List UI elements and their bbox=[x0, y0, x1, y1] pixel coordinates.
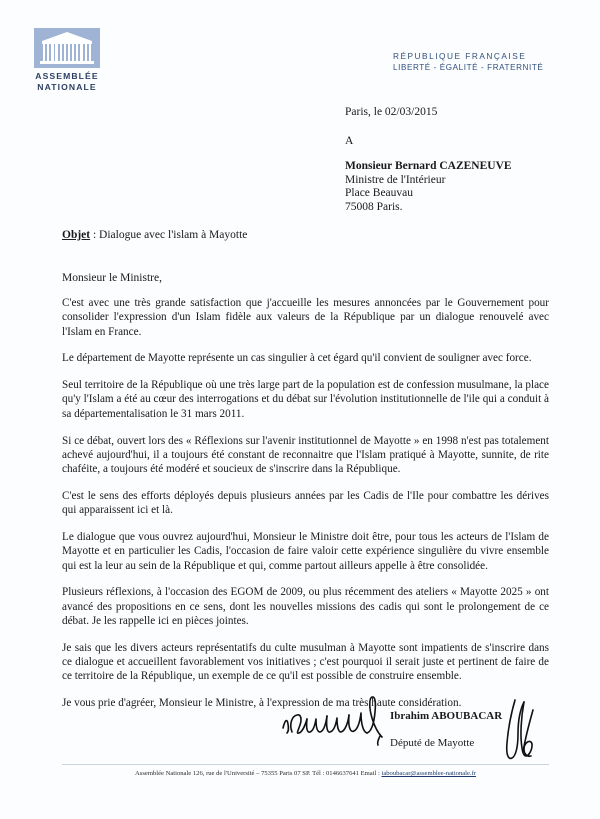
letter-body bbox=[62, 296, 549, 723]
recipient-street: Place Beauvau bbox=[345, 187, 414, 200]
body-paragraph: Je sais que les divers acteurs représentatifs du culte musulman à Mayotte sont impatients de s'inscrire dans ce dialogue et accueillent favorablement vos initiatives ; c'est pourquoi il serait juste et pertinent de faire de ce territoire de la République, un exemple de ce qu'il est possible de construire ensemble. bbox=[62, 641, 549, 683]
subject-text: : Dialogue avec l'islam à Mayotte bbox=[90, 229, 248, 241]
assemblee-nationale-logo bbox=[24, 28, 110, 92]
signatory-role: Député de Mayotte bbox=[390, 737, 475, 749]
signatory-name: Ibrahim ABOUBACAR bbox=[390, 710, 503, 722]
letterhead bbox=[0, 28, 600, 98]
recipient-name: Monsieur Bernard CAZENEUVE bbox=[345, 160, 512, 172]
footer bbox=[62, 770, 549, 777]
republic-line-1: RÉPUBLIQUE FRANÇAISE bbox=[393, 51, 527, 61]
body-paragraph: C'est avec une très grande satisfaction que j'accueille les mesures annoncées par le Gouvernement pour consolider l'expression d'un Islam fidèle aux valeurs de la République par un dialogue renouvelé avec l'Islam en France. bbox=[62, 297, 549, 338]
pediment-shape bbox=[42, 32, 92, 41]
republic-line-2: LIBERTÉ - ÉGALITÉ - FRATERNITÉ bbox=[393, 63, 544, 72]
logo-text bbox=[24, 71, 110, 92]
republic-motto-block bbox=[393, 50, 543, 74]
base-shape bbox=[40, 61, 94, 64]
recipient-block bbox=[345, 160, 512, 214]
body-paragraph: Si ce débat, ouvert lors des « Réflexions sur l'avenir institutionnel de Mayotte » en 1998 n'est pas totalement achevé aujourd'hui, il a toujours été constant de reconnaitre que l'Islam pratiqué à Mayotte, sunnite, de rite chaféite, a toujours été modéré et soucieux de s'inscrire dans la République. bbox=[62, 434, 549, 476]
national-assembly-building-icon bbox=[34, 28, 100, 68]
handwritten-signature-icon bbox=[275, 688, 575, 783]
subject-line bbox=[62, 229, 247, 241]
columns-shape bbox=[43, 44, 91, 62]
footer-address: Assemblée Nationale 126, rue de l'Université – 75355 Paris 07 SP. Tél : 0146637641 Email : bbox=[135, 770, 382, 777]
recipient-title: Ministre de l'Intérieur bbox=[345, 173, 446, 186]
body-paragraph: Seul territoire de la République où une très large part de la population est de confession musulmane, la place qu'y l'Islam a été au cœur des interrogations et du débat sur l'évolution institutionnelle de l'ile qui a conduit à sa départementalisation le 31 mars 2011. bbox=[62, 379, 549, 420]
body-paragraph: C'est le sens des efforts déployés depuis plusieurs années par les Cadis de l'Ile pour combattre les dérives qui apparaissent ici et là. bbox=[62, 489, 549, 517]
body-paragraph: Le dialogue que vous ouvrez aujourd'hui, Monsieur le Ministre doit être, pour tous les acteurs de l'Islam de Mayotte et en particulier les Cadis, l'occasion de faire valoir cette expérience singulière du vivre ensemble qui est la leur au sein de la République et qui, comme partout ailleurs appelle à être consolidée. bbox=[62, 531, 549, 572]
signature-block bbox=[280, 700, 580, 770]
logo-line-2: NATIONALE bbox=[37, 81, 97, 92]
subject-label: Objet bbox=[62, 229, 91, 241]
recipient-city: 75008 Paris. bbox=[345, 200, 403, 213]
logo-line-1: ASSEMBLÉE bbox=[35, 71, 99, 81]
body-paragraph: Le département de Mayotte représente un cas singulier à cet égard qu'il convient de souligner avec force. bbox=[62, 352, 532, 365]
attention-marker: A bbox=[345, 135, 354, 147]
dateline: Paris, le 02/03/2015 bbox=[345, 106, 438, 118]
body-paragraph: Plusieurs réflexions, à l'occasion des EGOM de 2009, ou plus récemment des ateliers « Mayotte 2025 » ont avancé des propositions en ce sens, dont les nouvelles missions des cadis qui sont le prolongement de ce débat. Je les rappelle ici en pièces jointes. bbox=[62, 586, 549, 628]
footer-email-link[interactable]: iaboubacar@assemblee-nationale.fr bbox=[381, 770, 476, 777]
salutation: Monsieur le Ministre, bbox=[62, 272, 162, 284]
body-paragraph: Je vous prie d'agréer, Monsieur le Ministre, à l'expression de ma très haute considération. bbox=[62, 697, 462, 710]
footer-divider bbox=[62, 764, 549, 765]
